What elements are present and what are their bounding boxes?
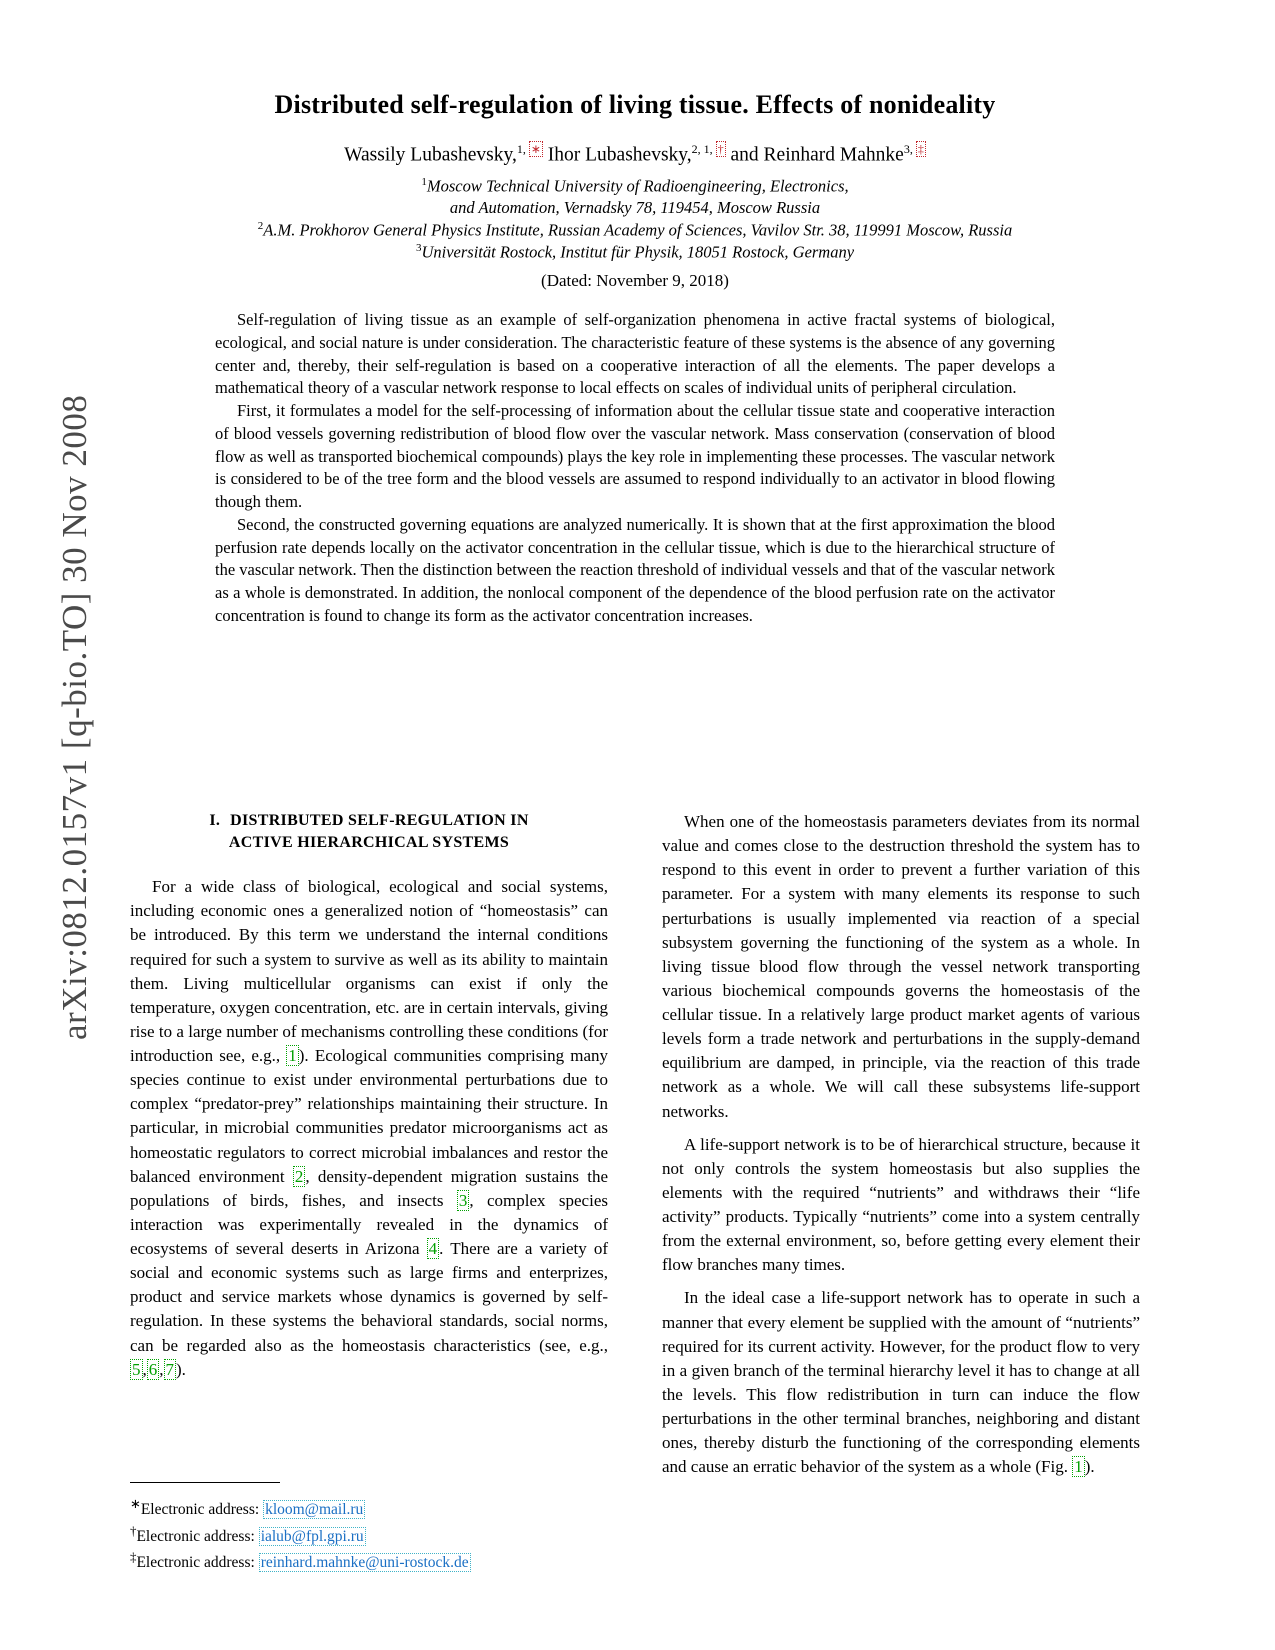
footnote-3-email-link[interactable]: reinhard.mahnke@uni-rostock.de (260, 1554, 469, 1572)
footnote-2 (130, 1522, 608, 1549)
author-2-name: Ihor Lubashevsky, (542, 144, 692, 166)
abstract-paragraph-3: Second, the constructed governing equations are analyzed numerically. It is shown that at the first approximation the blood perfusion rate depends locally on the activator concentration in the cellular tissue, which is due to the hierarchical structure of the vascular network. Then the distinction between the reaction threshold of individual vessels and that of the vascular network as a whole is demonstrated. In addition, the nonlocal component of the dependence of the blood perfusion rate on the activator concentration is found to change its form as the activator concentration increases. (215, 514, 1055, 626)
author-3-name: and Reinhard Mahnke (725, 144, 904, 166)
footnote-2-email-link[interactable]: ialub@fpl.gpi.ru (260, 1527, 364, 1545)
footnote-3 (130, 1548, 608, 1575)
citation-7[interactable]: 7 (165, 1359, 174, 1379)
left-column (130, 810, 608, 1382)
footnote-3-label: Electronic address: (136, 1554, 259, 1572)
left-p1-seg-a: For a wide class of biological, ecological and social systems, including economic ones a generalized notion of “homeostasis” can be introduced. By this term we understand the internal conditions required for such a system to survive as well as its ability to maintain them. Living multicellular organisms can exist if only the temperature, oxygen concentration, etc. are in certain intervals, giving rise to a large number of mechanisms controlling these conditions (for introduction see, e.g., (130, 877, 608, 1066)
affiliation-3-line1: Universität Rostock, Institut für Physik, 18051 Rostock, Germany (421, 242, 855, 262)
author-2-affil-marker: 2, 1, (691, 142, 716, 156)
author-1-name: Wassily Lubashevsky, (344, 144, 517, 166)
author-2-footnote-link[interactable]: † (717, 142, 724, 156)
left-paragraph-1: For a wide class of biological, ecological and social systems, including economic ones a generalized notion of “homeostasis” can be introduced. By this term we understand the internal conditions required for such a system to survive as well as its ability to maintain them. Living multicellular organisms can exist if only the temperature, oxygen concentration, etc. are in certain intervals, giving rise to a large number of mechanisms controlling these conditions (for introduction see, e.g., 1 ). Ecological communities comprising many species continue to exist under environmental perturbations due to complex “predator-prey” relationships maintaining their structure. In particular, in microbial communities predator microorganisms act as homeostatic regulators to correct microbial imbalances and restor the balanced environment 2 , density-dependent migration sustains the populations of birds, fishes, and insects 3 , complex species interaction was experimentally revealed in the dynamics of ecosystems of several deserts in Arizona 4 . There are a variety of social and economic systems such as large firms and enterprizes, product and service markets whose dynamics is governed by self-regulation. In these systems the behavioral standards, social norms, can be regarded also as the homeostasis characteristics (see, e.g., 5 , 6 , 7 ). (130, 877, 608, 1379)
footnote-2-marker: † (130, 1522, 137, 1538)
body-columns (130, 810, 1140, 1530)
footnote-3-marker: ‡ (130, 1549, 137, 1565)
right-p3-seg-a: In the ideal case a life-support network has to operate in such a manner that every element be supplied with the amount of “nutrients” required for its current activity. However, for the product flow to very in a given branch of the terminal hierarchy level it has to change at all the levels. This flow redistribution in turn can induce the flow perturbations in the other terminal branches, neighboring and distant ones, thereby disturb the functioning of the corresponding elements and cause an erratic behavior of the system as a whole (Fig. (662, 1288, 1140, 1477)
right-paragraph-2: A life-support network is to be of hierarchical structure, because it not only controls the system homeostasis but also supplies the elements with the required “nutrients” and withdraws their “life activity” products. Typically “nutrients” come into a system centrally from the external environment, so, before getting every element their flow branches many times. (662, 1134, 1140, 1275)
abstract-paragraph-2: First, it formulates a model for the self-processing of information about the cellular tissue state and cooperative interaction of blood vessels governing redistribution of blood flow over the vascular network. Mass conservation (conservation of blood flow as well as transported biochemical compounds) plays the key role in implementing these processes. The vascular network is considered to be of the tree form and the blood vessels are assumed to respond individually to an activator in blood flowing though them. (215, 401, 1055, 512)
right-paragraph-3 (662, 1286, 1140, 1479)
footnote-1-email-link[interactable]: kloom@mail.ru (265, 1501, 364, 1519)
affiliation-3-marker: 3 (415, 241, 422, 254)
paper-date: (Dated: November 9, 2018) (541, 271, 729, 291)
affiliation-2-line1: A.M. Prokhorov General Physics Institute, Russian Academy of Sciences, Vavilov Str. 38, 119991 Moscow, Russia (263, 220, 1013, 240)
footnote-1 (130, 1495, 608, 1522)
left-p1-seg-c: , density-dependent migration sustains the populations of birds, fishes, and insects (130, 1166, 608, 1210)
footnote-block (130, 1482, 608, 1575)
left-p1-seg-d: , complex species interaction was experimentally revealed in the dynamics of ecosystems of several deserts in Arizona (130, 1190, 608, 1259)
affiliation-2 (130, 219, 1140, 241)
affiliation-1 (130, 175, 1140, 197)
section-title-line1: DISTRIBUTED SELF-REGULATION IN (230, 812, 529, 829)
section-heading (140, 810, 598, 853)
footnote-1-marker: ∗ (130, 1496, 141, 1511)
footnote-1-label: Electronic address: (140, 1501, 264, 1519)
abstract-paragraph-1: Self-regulation of living tissue as an example of self-organization phenomena in active fractal systems of biological, ecological, and social nature is under consideration. The characteristic feature of these systems is the absence of any governing center and, thereby, their self-regulation is based on a cooperative interaction of all the elements. The paper develops a mathematical theory of a vascular network response to local effects on scales of individual units of peripheral circulation. (215, 310, 1055, 398)
footnote-divider (130, 1482, 280, 1483)
left-p1-seg-b: ). Ecological communities comprising many species continue to exist under environmental perturbations due to complex “predator-prey” relationships maintaining their structure. In particular, in microbial communities predator microorganisms act as homeostatic regulators to correct microbial imbalances and restor the balanced environment (130, 1046, 608, 1186)
author-1-footnote-link[interactable]: ∗ (530, 142, 541, 156)
affiliation-2-marker: 2 (257, 219, 264, 232)
affiliation-3 (130, 241, 1140, 263)
right-paragraph-1: When one of the homeostasis parameters deviates from its normal value and comes close to the destruction threshold the system has to respond to this event in order to prevent a further variation of this parameter. For a system with many elements its response to such perturbations is usually implemented via reaction of a special subsystem governing the functioning of the system as a whole. In living tissue blood flow through the vessel network transporting various biochemical compounds governs the homeostasis of the cellular tissue. In a relatively large product market agents of various levels form a trade network and perturbations in the supply-demand equilibrium are damped, in principle, via the reaction of this trade network as a whole. We will call these subsystems life-support networks. (662, 812, 1140, 1121)
affiliation-block (130, 175, 1140, 264)
right-column (662, 810, 1140, 1479)
affiliation-1-line1: Moscow Technical University of Radioengineering, Electronics, (426, 176, 849, 195)
arxiv-identifier-stamp: arXiv:0812.0157v1 [q-bio.TO] 30 Nov 2008 (55, 394, 94, 1040)
author-3-affil-marker: 3, (903, 142, 916, 156)
page-title: Distributed self-regulation of living tissue. Effects of nonideality (274, 90, 996, 119)
footnote-2-label: Electronic address: (136, 1527, 259, 1545)
citation-6[interactable]: 6 (148, 1359, 158, 1379)
citation-5[interactable]: 5 (132, 1359, 141, 1379)
affiliation-1-marker: 1 (421, 175, 427, 188)
author-list (130, 142, 1140, 167)
citation-2[interactable]: 2 (294, 1166, 304, 1186)
affiliation-1-cont: and Automation, Vernadsky 78, 119454, Moscow Russia (449, 197, 821, 217)
figure-reference-1[interactable]: 1 (1074, 1457, 1083, 1477)
section-title-line2: ACTIVE HIERARCHICAL SYSTEMS (228, 833, 510, 851)
citation-1[interactable]: 1 (288, 1046, 297, 1066)
abstract-section (130, 309, 1140, 628)
author-3-footnote-link[interactable]: ‡ (917, 142, 924, 156)
right-p3-seg-b: ). (1084, 1457, 1095, 1477)
citation-3[interactable]: 3 (458, 1190, 468, 1210)
left-p1-seg-e: . There are a variety of social and economic systems such as large firms and enterprizes, product and service markets whose dynamics is governed by self-regulation. In these systems the behavioral standards, social norms, can be regarded also as the homeostasis characteristics (see, e.g., (130, 1239, 608, 1355)
author-1-affil-marker: 1, (516, 142, 529, 156)
section-number: I. (209, 812, 221, 829)
citation-4[interactable]: 4 (428, 1239, 438, 1259)
left-p1-seg-f: ). (176, 1359, 186, 1379)
paper-header (130, 90, 1140, 628)
